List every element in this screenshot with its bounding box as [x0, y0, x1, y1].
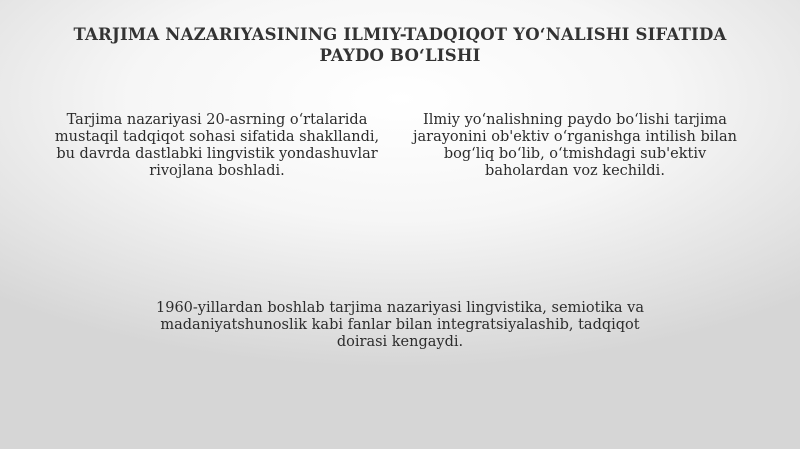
bottom-text-block: 1960-yillardan boshlab tarjima nazariyasi lingvistika, semiotika va madaniyatshunoslik kabi fanlar bilan integratsiyalashib, tadqiqot doirasi kengaydi. — [156, 300, 644, 350]
slide-title: TARJIMA NAZARIYASINING ILMIY-TADQIQOT YO‘NALISHI SIFATIDA PAYDO BO‘LISHI — [73, 25, 727, 65]
left-text-block: Tarjima nazariyasi 20-asrning o‘rtalarida mustaqil tadqiqot sohasi sifatida shakllandi, bu davrda dastlabki lingvistik yondashuvlar rivojlana boshladi. — [54, 112, 380, 179]
right-text-block: Ilmiy yo‘nalishning paydo bo‘lishi tarjima jarayonini ob'ektiv o‘rganishga intilish bilan bog‘liq bo‘lib, o‘tmishdagi sub'ektiv baholardan voz kechildi. — [413, 112, 737, 179]
